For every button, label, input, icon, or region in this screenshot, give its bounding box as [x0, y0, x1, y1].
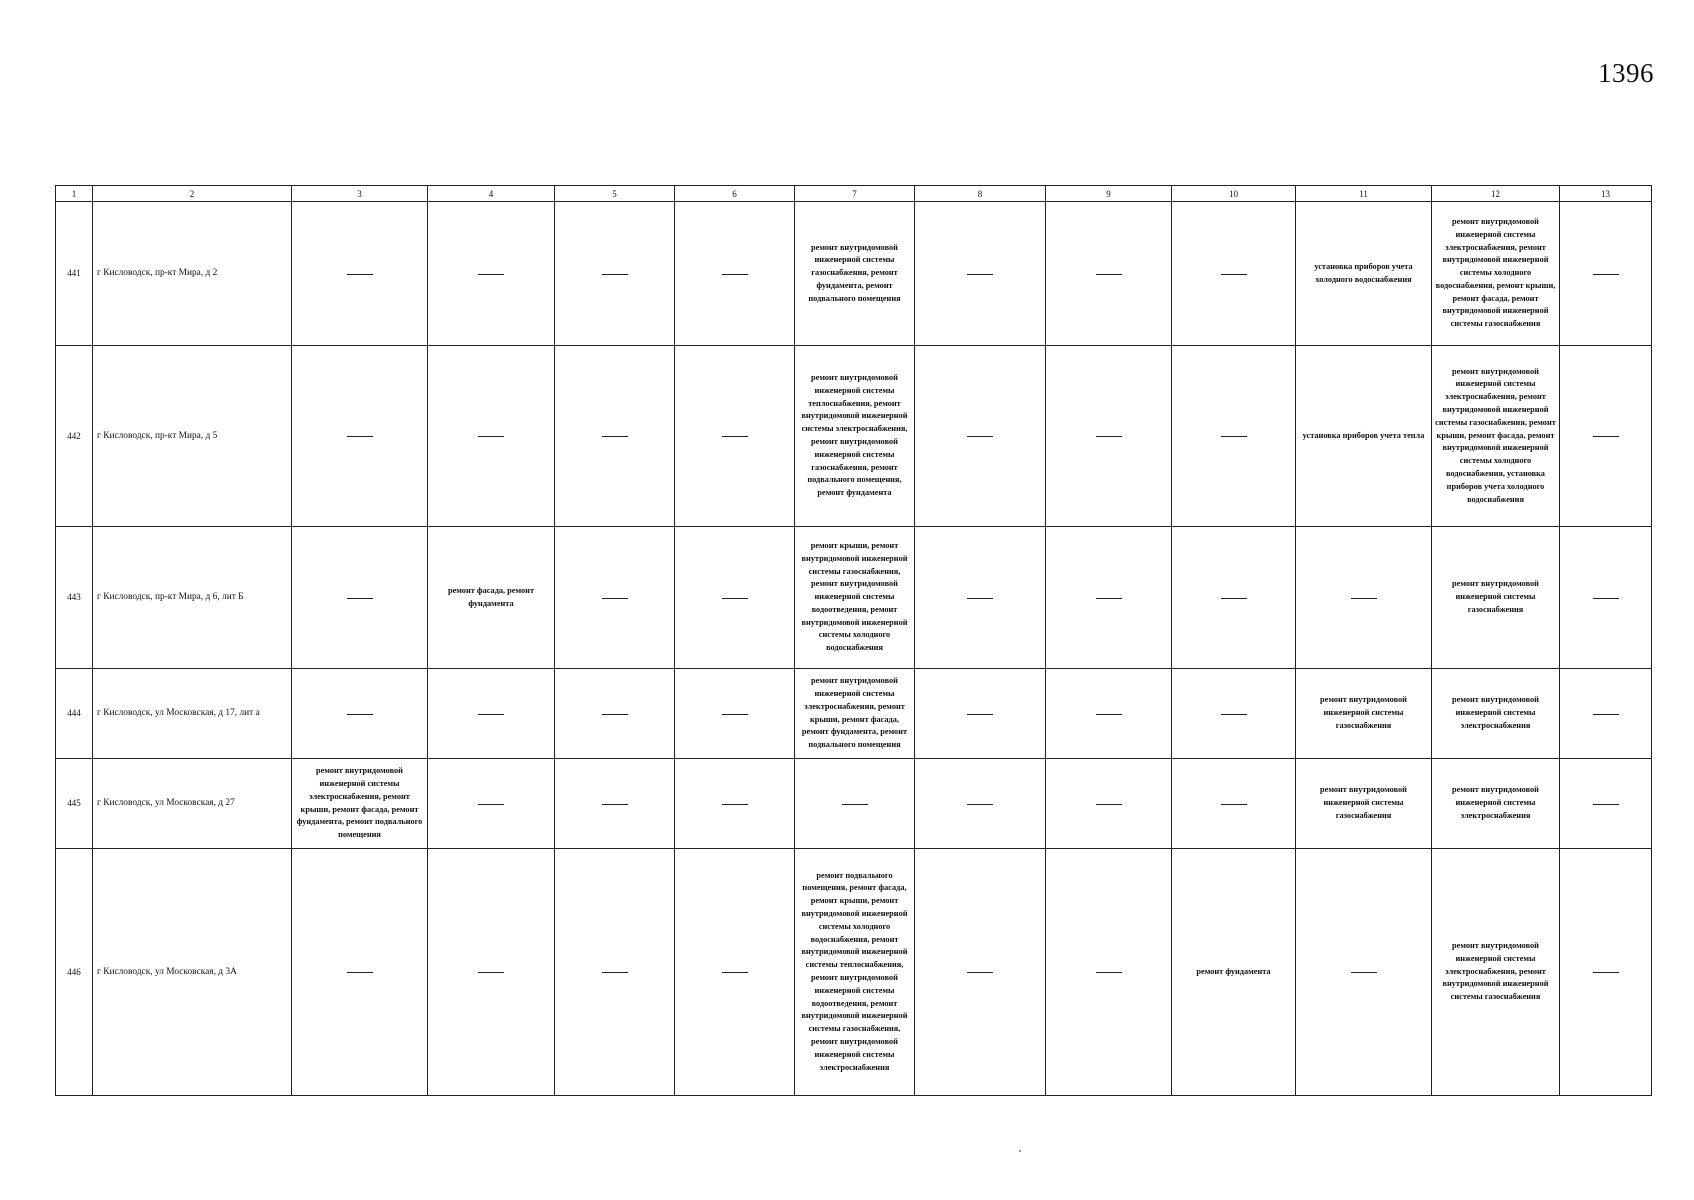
scan-speck: [1019, 1150, 1021, 1152]
dash-mark: [347, 598, 373, 599]
empty-cell: [1560, 849, 1652, 1096]
row-number: 444: [56, 669, 93, 759]
empty-cell: [555, 669, 675, 759]
page-number: 1396: [1598, 58, 1654, 88]
dash-mark: [1351, 598, 1377, 599]
empty-cell: [675, 527, 795, 669]
dash-mark: [722, 972, 748, 973]
table-row: [56, 346, 1652, 527]
table-row: [56, 669, 1652, 759]
empty-cell: [428, 346, 555, 527]
work-cell: ремонт внутридомовой инженерной системы газоснабжения, ремонт фундамента, ремонт подвального помещения: [795, 202, 915, 346]
empty-cell: [1172, 346, 1296, 527]
column-header: 2: [93, 186, 292, 202]
empty-cell: [1560, 346, 1652, 527]
dash-mark: [722, 436, 748, 437]
empty-cell: [1046, 202, 1172, 346]
table-row: [56, 202, 1652, 346]
dash-mark: [347, 436, 373, 437]
dash-mark: [478, 274, 504, 275]
empty-cell: [1172, 527, 1296, 669]
column-header: 12: [1432, 186, 1560, 202]
column-header: 5: [555, 186, 675, 202]
column-header: 1: [56, 186, 93, 202]
work-cell: ремонт внутридомовой инженерной системы газоснабжения: [1296, 759, 1432, 849]
address-cell: г Кисловодск, пр-кт Мира, д 6, лит Б: [93, 527, 292, 669]
work-cell: ремонт внутридомовой инженерной системы электроснабжения, ремонт внутридомовой инженерной системы газоснабжения: [1432, 849, 1560, 1096]
empty-cell: [555, 346, 675, 527]
column-header: 13: [1560, 186, 1652, 202]
work-cell: установка приборов учета холодного водоснабжения: [1296, 202, 1432, 346]
dash-mark: [1221, 804, 1247, 805]
empty-cell: [555, 759, 675, 849]
dash-mark: [722, 714, 748, 715]
empty-cell: [428, 669, 555, 759]
dash-mark: [1593, 804, 1619, 805]
dash-mark: [602, 714, 628, 715]
dash-mark: [1221, 436, 1247, 437]
dash-mark: [478, 804, 504, 805]
table-row: [56, 527, 1652, 669]
column-number-row: [56, 186, 1652, 202]
work-cell: ремонт внутридомовой инженерной системы теплоснабжения, ремонт внутридомовой инженерной системы электроснабжения, ремонт внутридомовой инженерной системы газоснабжения, ремонт подвального помещения, ремонт фундамента: [795, 346, 915, 527]
address-cell: г Кисловодск, пр-кт Мира, д 5: [93, 346, 292, 527]
dash-mark: [722, 274, 748, 275]
empty-cell: [292, 527, 428, 669]
row-number: 446: [56, 849, 93, 1096]
dash-mark: [602, 598, 628, 599]
empty-cell: [292, 202, 428, 346]
row-number: 443: [56, 527, 93, 669]
empty-cell: [428, 849, 555, 1096]
dash-mark: [1096, 972, 1122, 973]
empty-cell: [555, 202, 675, 346]
work-cell: ремонт внутридомовой инженерной системы газоснабжения: [1432, 527, 1560, 669]
dash-mark: [967, 436, 993, 437]
dash-mark: [1096, 274, 1122, 275]
empty-cell: [555, 527, 675, 669]
empty-cell: [1046, 669, 1172, 759]
dash-mark: [478, 714, 504, 715]
dash-mark: [1221, 598, 1247, 599]
row-number: 445: [56, 759, 93, 849]
empty-cell: [1046, 527, 1172, 669]
column-header: 8: [915, 186, 1046, 202]
dash-mark: [967, 274, 993, 275]
work-cell: установка приборов учета тепла: [1296, 346, 1432, 527]
empty-cell: [1560, 202, 1652, 346]
empty-cell: [675, 759, 795, 849]
dash-mark: [722, 804, 748, 805]
empty-cell: [292, 849, 428, 1096]
empty-cell: [1560, 759, 1652, 849]
dash-mark: [347, 714, 373, 715]
dash-mark: [1096, 804, 1122, 805]
dash-mark: [347, 972, 373, 973]
empty-cell: [915, 849, 1046, 1096]
dash-mark: [1593, 436, 1619, 437]
empty-cell: [1046, 759, 1172, 849]
work-cell: ремонт внутридомовой инженерной системы электроснабжения, ремонт крыши, ремонт фасада, ремонт фундамента, ремонт подвального помещения: [795, 669, 915, 759]
dash-mark: [1096, 714, 1122, 715]
dash-mark: [602, 972, 628, 973]
dash-mark: [722, 598, 748, 599]
dash-mark: [478, 972, 504, 973]
column-header: 6: [675, 186, 795, 202]
empty-cell: [675, 849, 795, 1096]
empty-cell: [915, 527, 1046, 669]
empty-cell: [675, 346, 795, 527]
column-header: 3: [292, 186, 428, 202]
empty-cell: [675, 202, 795, 346]
address-cell: г Кисловодск, ул Московская, д 27: [93, 759, 292, 849]
dash-mark: [1593, 274, 1619, 275]
dash-mark: [967, 598, 993, 599]
work-cell: ремонт внутридомовой инженерной системы газоснабжения: [1296, 669, 1432, 759]
dash-mark: [1096, 436, 1122, 437]
dash-mark: [347, 274, 373, 275]
dash-mark: [1221, 714, 1247, 715]
dash-mark: [967, 804, 993, 805]
empty-cell: [1046, 849, 1172, 1096]
work-cell: ремонт внутридомовой инженерной системы электроснабжения, ремонт внутридомовой инженерной системы газоснабжения, ремонт крыши, ремонт фасада, ремонт внутридомовой инженерной системы холодного водоснабжения, установка приборов учета холодного водоснабжения: [1432, 346, 1560, 527]
work-cell: ремонт внутридомовой инженерной системы электроснабжения, ремонт крыши, ремонт фасада, ремонт фундамента, ремонт подвального помещения: [292, 759, 428, 849]
table-row: [56, 759, 1652, 849]
empty-cell: [795, 759, 915, 849]
dash-mark: [842, 804, 868, 805]
work-cell: ремонт внутридомовой инженерной системы электроснабжения: [1432, 759, 1560, 849]
row-number: 441: [56, 202, 93, 346]
work-cell: ремонт крыши, ремонт внутридомовой инженерной системы газоснабжения, ремонт внутридомовой инженерной системы водоотведения, ремонт внутридомовой инженерной системы холодного водоснабжения: [795, 527, 915, 669]
empty-cell: [915, 759, 1046, 849]
dash-mark: [602, 436, 628, 437]
empty-cell: [292, 346, 428, 527]
empty-cell: [292, 669, 428, 759]
column-header: 10: [1172, 186, 1296, 202]
column-header: 4: [428, 186, 555, 202]
empty-cell: [428, 202, 555, 346]
dash-mark: [967, 714, 993, 715]
dash-mark: [1221, 274, 1247, 275]
capital-repair-table: [55, 185, 1652, 1096]
column-header: 9: [1046, 186, 1172, 202]
work-cell: ремонт фасада, ремонт фундамента: [428, 527, 555, 669]
empty-cell: [1046, 346, 1172, 527]
empty-cell: [915, 202, 1046, 346]
dash-mark: [967, 972, 993, 973]
dash-mark: [478, 436, 504, 437]
empty-cell: [1560, 527, 1652, 669]
dash-mark: [602, 274, 628, 275]
empty-cell: [1296, 849, 1432, 1096]
empty-cell: [915, 669, 1046, 759]
work-cell: ремонт внутридомовой инженерной системы электроснабжения, ремонт внутридомовой инженерной системы холодного водоснабжения, ремонт крыши, ремонт фасада, ремонт внутридомовой инженерной системы газоснабжения: [1432, 202, 1560, 346]
column-header: 11: [1296, 186, 1432, 202]
empty-cell: [675, 669, 795, 759]
empty-cell: [1296, 527, 1432, 669]
address-cell: г Кисловодск, ул Московская, д 3А: [93, 849, 292, 1096]
row-number: 442: [56, 346, 93, 527]
table-row: [56, 849, 1652, 1096]
empty-cell: [1172, 759, 1296, 849]
empty-cell: [1560, 669, 1652, 759]
dash-mark: [602, 804, 628, 805]
empty-cell: [428, 759, 555, 849]
empty-cell: [915, 346, 1046, 527]
dash-mark: [1593, 598, 1619, 599]
address-cell: г Кисловодск, ул Московская, д 17, лит а: [93, 669, 292, 759]
dash-mark: [1593, 972, 1619, 973]
dash-mark: [1351, 972, 1377, 973]
empty-cell: [1172, 669, 1296, 759]
work-cell: ремонт фундамента: [1172, 849, 1296, 1096]
address-cell: г Кисловодск, пр-кт Мира, д 2: [93, 202, 292, 346]
column-header: 7: [795, 186, 915, 202]
dash-mark: [1593, 714, 1619, 715]
empty-cell: [1172, 202, 1296, 346]
work-cell: ремонт подвального помещения, ремонт фасада, ремонт крыши, ремонт внутридомовой инженерной системы холодного водоснабжения, ремонт внутридомовой инженерной системы теплоснабжения, ремонт внутридомовой инженерной системы водоотведения, ремонт внутридомовой инженерной системы газоснабжения, ремонт внутридомовой инженерной системы электроснабжения: [795, 849, 915, 1096]
dash-mark: [1096, 598, 1122, 599]
work-cell: ремонт внутридомовой инженерной системы электроснабжения: [1432, 669, 1560, 759]
empty-cell: [555, 849, 675, 1096]
